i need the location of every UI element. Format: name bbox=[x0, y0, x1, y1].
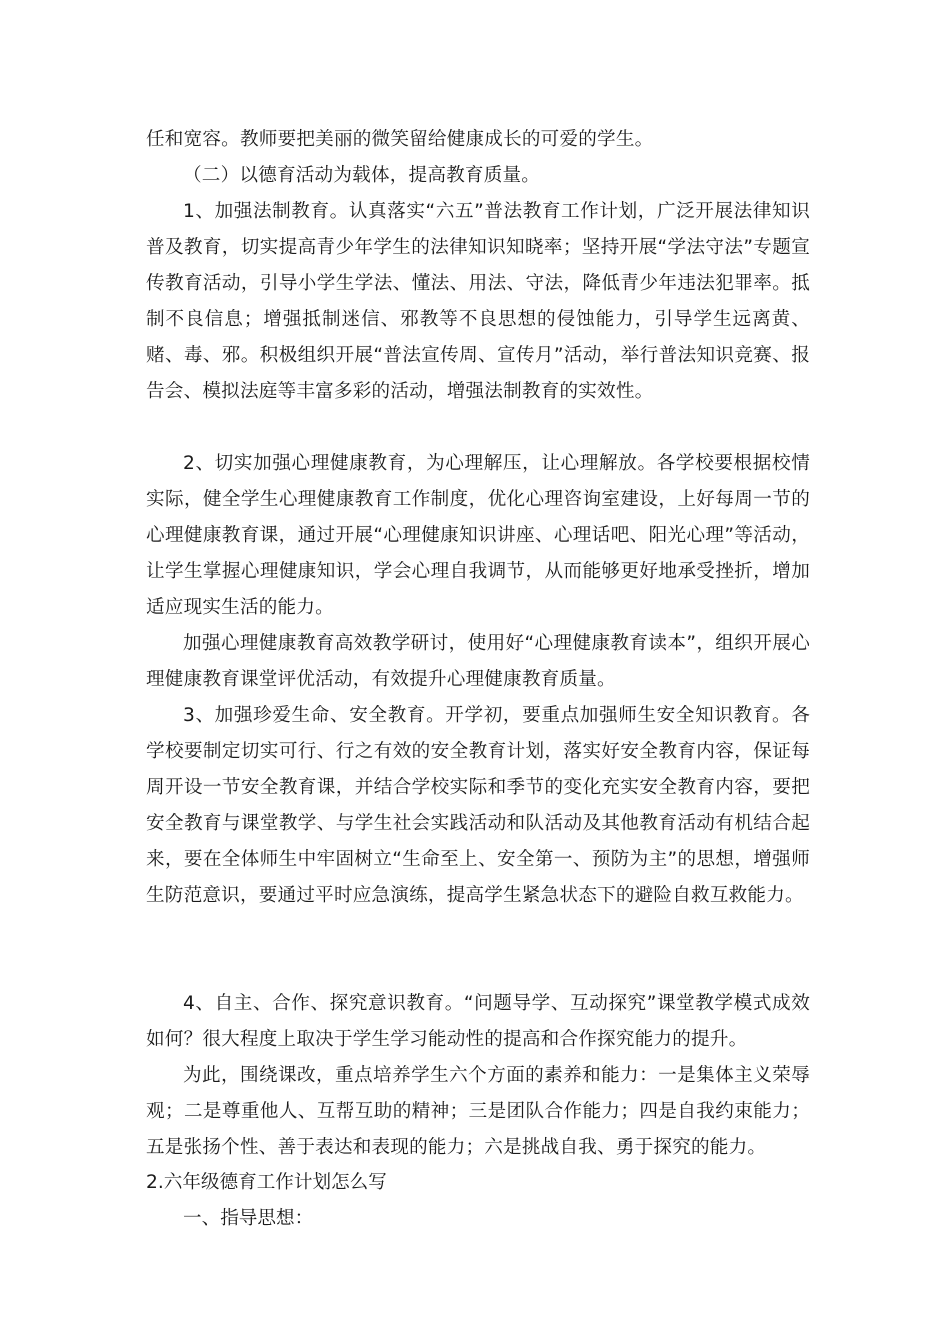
paragraph-mental-health-research: 加强心理健康教育高效教学研讨，使用好“心理健康教育读本”，组织开展心理健康教育课堂评优活动，有效提升心理健康教育质量。 bbox=[146, 633, 810, 690]
section-heading: 2.六年级德育工作计划怎么写 bbox=[146, 1172, 387, 1193]
paragraph-law-education: 1、加强法制教育。认真落实“六五”普法教育工作计划，广泛开展法律知识普及教育，切实提高青少年学生的法律知识知晓率；坚持开展“学法守法”专题宣传教育活动，引导小学生学法、懂法、用法、守法，降低青少年违法犯罪率。抵制不良信息；增强抵制迷信、邪教等不良思想的侵蚀能力，引导学生远离黄、赌、毒、邪。积极组织开展“普法宣传周、宣传月”活动，举行普法知识竞赛、报告会、模拟法庭等丰富多彩的活动，增强法制教育的实效性。 bbox=[146, 201, 810, 402]
paragraph-continuation: 任和宽容。教师要把美丽的微笑留给健康成长的可爱的学生。 bbox=[146, 129, 654, 150]
paragraph-subtitle: （二）以德育活动为载体，提高教育质量。 bbox=[183, 165, 541, 186]
paragraph-inquiry-education: 4、自主、合作、探究意识教育。“问题导学、互动探究”课堂教学模式成效如何？很大程度上取决于学生学习能动性的提高和合作探究能力的提升。 bbox=[146, 993, 810, 1050]
paragraph-six-abilities: 为此，围绕课改，重点培养学生六个方面的素养和能力：一是集体主义荣辱观；二是尊重他人、互帮互助的精神；三是团队合作能力；四是自我约束能力；五是张扬个性、善于表达和表现的能力；六是挑战自我、勇于探究的能力。 bbox=[146, 1065, 810, 1158]
paragraph-safety-education: 3、加强珍爱生命、安全教育。开学初，要重点加强师生安全知识教育。各学校要制定切实可行、行之有效的安全教育计划，落实好安全教育内容，保证每周开设一节安全教育课，并结合学校实际和季节的变化充实安全教育内容，要把安全教育与课堂教学、与学生社会实践活动和队活动及其他教育活动有机结合起来，要在全体师生中牢固树立“生命至上、安全第一、预防为主”的思想，增强师生防范意识，要通过平时应急演练，提高学生紧急状态下的避险自救互救能力。 bbox=[146, 705, 810, 906]
paragraph-mental-health: 2、切实加强心理健康教育，为心理解压，让心理解放。各学校要根据校情实际，健全学生心理健康教育工作制度，优化心理咨询室建设，上好每周一节的心理健康教育课，通过开展“心理健康知识讲座、心理话吧、阳光心理”等活动，让学生掌握心理健康知识，学会心理自我调节，从而能够更好地承受挫折，增加适应现实生活的能力。 bbox=[146, 453, 810, 618]
subheading-guiding-ideology: 一、指导思想： bbox=[183, 1208, 314, 1229]
